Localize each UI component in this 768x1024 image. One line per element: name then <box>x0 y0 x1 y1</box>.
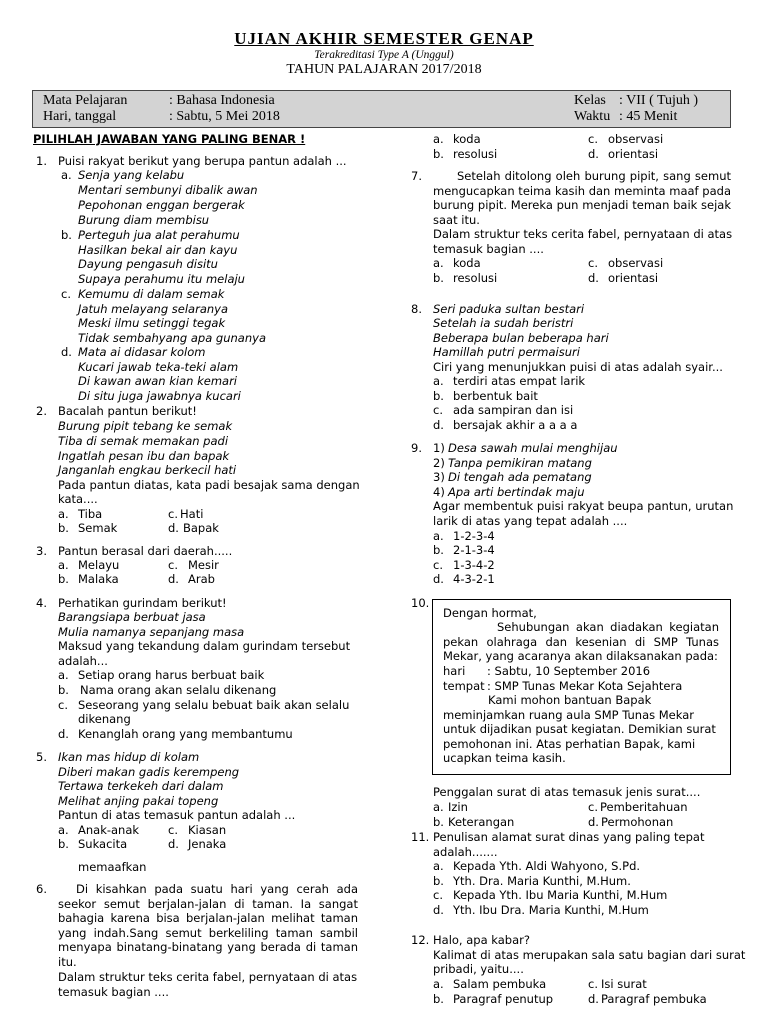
date-label: Hari, tanggal <box>43 109 117 124</box>
option-text: Setiap orang harus berbuat baik <box>78 668 265 682</box>
question-number: 6. <box>36 882 47 896</box>
option-letter: a. <box>61 168 72 182</box>
option-text: koda <box>453 132 481 146</box>
option-text: Hati <box>180 507 204 521</box>
option-text: Malaka <box>78 572 119 586</box>
option-letter: b. <box>433 815 444 829</box>
option-letter: a. <box>433 977 444 991</box>
option-text: Kepada Yth. Aldi Wahyono, S.Pd. <box>453 859 641 873</box>
question-intro: Bacalah pantun berikut! <box>58 404 197 418</box>
option-letter: d. <box>168 837 179 851</box>
question-stem: Halo, apa kabar? <box>433 933 530 947</box>
question-number: 9. <box>411 441 422 455</box>
letter-line: ucapkan teima kasih. <box>443 751 566 765</box>
option-text: Jenaka <box>188 837 227 851</box>
letter-paragraph <box>443 620 719 664</box>
question-number: 7. <box>411 169 422 183</box>
poem-line: Barangsiapa berbuat jasa <box>58 610 206 624</box>
option-letter: a. <box>58 823 69 837</box>
question-stem: Dalam struktur teks cerita fabel, pernyataan di atas <box>433 227 733 241</box>
option-text: Yth. Ibu Dra. Maria Kunthi, M.Hum <box>453 903 649 917</box>
poem-line: Diberi makan gadis kerempeng <box>58 765 240 779</box>
letter-greeting: Dengan hormat, <box>443 606 537 620</box>
option-text: orientasi <box>608 271 659 285</box>
question-intro: Perhatikan gurindam berikut! <box>58 596 227 610</box>
question-stem: adalah....... <box>433 845 498 859</box>
poem-line: Hamillah putri permaisuri <box>433 345 580 359</box>
question-stem: Pantun berasal dari daerah..... <box>58 544 233 558</box>
class-label: Kelas <box>574 93 606 108</box>
option-text: Arab <box>188 572 215 586</box>
option-text: Di kawan awan kian kemari <box>78 374 238 388</box>
option-text: Perteguh jua alat perahumu <box>78 228 240 242</box>
letter-place-value: : SMP Tunas Mekar Kota Sejahtera <box>487 679 683 693</box>
poem-line: Melihat anjing pakai topeng <box>58 794 219 808</box>
option-letter: a. <box>58 558 69 572</box>
option-letter: d. <box>168 521 179 535</box>
question-stem: Puisi rakyat berikut yang berupa pantun adalah ... <box>58 154 347 168</box>
question-stem: Kalimat di atas merupakan sala satu bagian dari surat <box>433 948 746 962</box>
option-text: 1-2-3-4 <box>453 529 495 543</box>
question-stem: Agar membentuk puisi rakyat beupa pantun, urutan <box>433 499 734 513</box>
question-stem: larik di atas yang tepat adalah .... <box>433 514 628 528</box>
option-text: Tiba <box>78 507 103 521</box>
question-stem: Penggalan surat di atas temasuk jenis surat.... <box>433 785 701 799</box>
option-text: Burung diam membisu <box>78 213 210 227</box>
option-text: Mata ai didasar kolom <box>78 345 206 359</box>
option-letter: c. <box>58 698 68 712</box>
question-stem: temasuk bagian .... <box>58 985 169 999</box>
option-text: Pepohonan enggan bergerak <box>78 198 245 212</box>
item-number: 1) <box>433 441 445 455</box>
question-stem: adalah... <box>58 654 108 668</box>
option-letter: c. <box>168 507 178 521</box>
option-letter: a. <box>433 800 444 814</box>
option-letter: c. <box>61 287 71 301</box>
item-number: 3) <box>433 470 445 484</box>
passage-line: menyapa binatang-binatang yang berada di taman <box>58 940 358 954</box>
passage-line: burung pipit. Mereka pun menjadi teman baik sejak <box>433 198 731 212</box>
letter-line: pekan olahraga dan kesenian di SMP Tunas <box>443 634 719 649</box>
option-letter: c. <box>588 132 598 146</box>
letter-line: pemohonan ini. Atas perhatian Bapak, kami <box>443 737 696 751</box>
passage-line: Di kisahkan pada suatu hari yang cerah ada <box>76 882 358 896</box>
option-letter: c. <box>433 888 443 902</box>
accreditation-subtitle: Terakreditasi Type A (Unggul) <box>314 49 454 61</box>
option-text: observasi <box>608 256 664 270</box>
option-letter: d. <box>588 271 599 285</box>
question-number: 12. <box>411 933 430 947</box>
option-text: Meski ilmu setinggi tegak <box>78 316 226 330</box>
passage-line: mengucapkan teima kasih dan meminta maaf pada <box>433 183 731 198</box>
exam-info-box <box>32 90 731 128</box>
extra-text: memaafkan <box>78 860 147 874</box>
item-number: 4) <box>433 485 445 499</box>
question-stem: pribadi, yaitu.... <box>433 962 524 976</box>
option-text: Kemumu di dalam semak <box>78 287 225 301</box>
option-text: Supaya perahumu itu melaju <box>78 272 245 286</box>
option-letter: c. <box>588 256 598 270</box>
option-letter: d. <box>168 572 179 586</box>
option-text: Isi surat <box>601 977 647 991</box>
passage-line: Setelah ditolong oleh burung pipit, sang semut <box>457 169 731 183</box>
option-text: Semak <box>78 521 118 535</box>
option-text: 2-1-3-4 <box>453 543 495 557</box>
passage-line: seekor semut berjalan-jalan di taman. Ia sangat <box>58 896 358 911</box>
subject-value: : Bahasa Indonesia <box>169 93 275 108</box>
passage-line: yang indah.Sang semut berkeliling taman sambil <box>58 925 358 940</box>
question-number: 10. <box>411 596 430 610</box>
option-letter: b. <box>433 271 444 285</box>
instruction: PILIHLAH JAWABAN YANG PALING BENAR ! <box>33 132 306 146</box>
letter-line: Sehubungan akan diadakan kegiatan <box>497 620 719 634</box>
question-number: 1. <box>36 154 47 168</box>
question-number: 2. <box>36 404 47 418</box>
option-text: koda <box>453 256 481 270</box>
option-text: orientasi <box>608 147 659 161</box>
letter-day-value: : Sabtu, 10 September 2016 <box>487 664 651 678</box>
question-stem: temasuk bagian .... <box>433 242 544 256</box>
option-text: dikenang <box>78 712 131 726</box>
option-letter: d. <box>433 418 444 432</box>
option-text: Kucari jawab teka-teki alam <box>78 360 239 374</box>
item-text: Desa sawah mulai menghijau <box>448 441 618 455</box>
option-letter: a. <box>433 529 444 543</box>
option-letter: a. <box>58 507 69 521</box>
option-text: terdiri atas empat larik <box>453 374 586 388</box>
option-letter: b. <box>61 228 72 242</box>
option-text: 4-3-2-1 <box>453 572 495 586</box>
poem-line: Tiba di semak memakan padi <box>58 434 229 448</box>
question-stem: kata.... <box>58 492 98 506</box>
option-text: Kenanglah orang yang membantumu <box>78 727 293 741</box>
option-text: Di situ juga jawabnya kucari <box>78 389 241 403</box>
option-text: Senja yang kelabu <box>78 168 185 182</box>
poem-line: Tertawa terkekeh dari dalam <box>58 779 224 793</box>
subject-label: Mata Pelajaran <box>43 93 128 108</box>
option-letter: c. <box>433 558 443 572</box>
letter-line: untuk dijadikan pusat kegiatan. Demikian surat <box>443 722 716 736</box>
option-letter: a. <box>433 374 444 388</box>
option-text: Nama orang akan selalu dikenang <box>80 683 277 697</box>
option-letter: a. <box>58 668 69 682</box>
option-letter: b. <box>433 543 444 557</box>
letter-line: Mekar, yang acaranya akan dilaksanakan pada: <box>443 649 718 663</box>
question-passage <box>433 169 731 227</box>
question-stem: Maksud yang tekandung dalam gurindam tersebut <box>58 639 351 653</box>
option-text: Paragraf penutup <box>453 992 554 1006</box>
option-text: Jatuh melayang selaranya <box>78 302 229 316</box>
option-text: Pemberitahuan <box>600 800 688 814</box>
option-letter: d. <box>588 815 599 829</box>
option-text: Anak-anak <box>78 823 140 837</box>
option-letter: d. <box>588 992 599 1006</box>
question-number: 4. <box>36 596 47 610</box>
question-stem: Pada pantun diatas, kata padi besajak sama dengan <box>58 478 360 492</box>
question-stem: Penulisan alamat surat dinas yang paling tepat <box>433 830 705 844</box>
item-text: Tanpa pemikiran matang <box>448 456 592 470</box>
class-value: : VII ( Tujuh ) <box>619 93 699 108</box>
poem-line: Mulia namanya sepanjang masa <box>58 625 245 639</box>
option-letter: d. <box>433 572 444 586</box>
option-letter: d. <box>61 345 72 359</box>
passage-line: saat itu. <box>433 212 480 227</box>
date-value: : Sabtu, 5 Mei 2018 <box>169 109 280 124</box>
option-text: Yth. Dra. Maria Kunthi, M.Hum. <box>453 874 631 888</box>
poem-line: Ingatlah pesan ibu dan bapak <box>58 449 230 463</box>
item-text: Apa arti bertindak maju <box>448 485 585 499</box>
poem-line: Setelah ia sudah beristri <box>433 316 574 330</box>
option-text: Mentari sembunyi dibalik awan <box>78 183 258 197</box>
option-letter: d. <box>58 727 69 741</box>
option-letter: c. <box>168 558 178 572</box>
option-text: Kepada Yth. Ibu Maria Kunthi, M.Hum <box>453 888 668 902</box>
option-text: Hasilkan bekal air dan kayu <box>78 243 238 257</box>
question-stem: Ciri yang menunjukkan puisi di atas adalah syair... <box>433 360 723 374</box>
option-letter: a. <box>433 256 444 270</box>
option-letter: b. <box>58 521 69 535</box>
option-text: Sukacita <box>78 837 128 851</box>
letter-day-label: hari <box>443 664 466 678</box>
letter-place-label: tempat <box>443 679 485 693</box>
time-label: Waktu <box>574 109 611 124</box>
option-letter: b. <box>433 147 444 161</box>
poem-line: Burung pipit tebang ke semak <box>58 419 233 433</box>
option-text: bersajak akhir a a a a <box>453 418 578 432</box>
time-value: : 45 Menit <box>619 109 678 124</box>
option-text: 1-3-4-2 <box>453 558 495 572</box>
question-number: 3. <box>36 544 47 558</box>
option-letter: c. <box>168 823 178 837</box>
option-text: Izin <box>448 800 468 814</box>
option-letter: b. <box>433 992 444 1006</box>
option-text: Tidak sembahyang apa gunanya <box>78 331 266 345</box>
poem-line: Ikan mas hidup di kolam <box>58 750 200 764</box>
option-text: berbentuk bait <box>453 389 538 403</box>
question-stem: Dalam struktur teks cerita fabel, pernyataan di atas <box>58 970 358 984</box>
question-number: 11. <box>411 830 430 844</box>
option-text: Salam pembuka <box>453 977 547 991</box>
option-letter: d. <box>433 903 444 917</box>
option-letter: c. <box>588 977 598 991</box>
option-letter: d. <box>588 147 599 161</box>
option-letter: b. <box>58 683 69 697</box>
option-text: observasi <box>608 132 664 146</box>
question-number: 8. <box>411 302 422 316</box>
option-text: Paragraf pembuka <box>601 992 707 1006</box>
option-letter: c. <box>588 800 598 814</box>
option-text: Kiasan <box>188 823 227 837</box>
poem-line: Janganlah engkau berkecil hati <box>58 463 237 477</box>
letter-line: Kami mohon bantuan Bapak <box>488 693 652 707</box>
exam-title: UJIAN AKHIR SEMESTER GENAP <box>234 29 534 48</box>
item-number: 2) <box>433 456 445 470</box>
option-text: Mesir <box>188 558 219 572</box>
option-letter: c. <box>433 403 443 417</box>
option-text: Seseorang yang selalu bebuat baik akan selalu <box>78 698 350 712</box>
question-number: 5. <box>36 750 47 764</box>
option-letter: b. <box>58 837 69 851</box>
item-text: Di tengah ada pematang <box>448 470 592 484</box>
letter-line: meminjamkan ruang aula SMP Tunas Mekar <box>443 708 694 722</box>
passage-line: itu. <box>58 954 77 969</box>
question-passage <box>58 882 358 969</box>
passage-line: bahagia karena bisa berjalan-jalan melihat taman <box>58 911 358 925</box>
option-text: Permohonan <box>601 815 674 829</box>
option-letter: b. <box>58 572 69 586</box>
question-stem: Pantun di atas temasuk pantun adalah ... <box>58 808 296 822</box>
option-letter: b. <box>433 389 444 403</box>
academic-year: TAHUN PALAJARAN 2017/2018 <box>286 62 482 77</box>
option-text: resolusi <box>453 147 498 161</box>
poem-line: Seri paduka sultan bestari <box>433 302 585 316</box>
poem-line: Beberapa bulan beberapa hari <box>433 331 609 345</box>
option-letter: a. <box>433 132 444 146</box>
option-letter: b. <box>433 874 444 888</box>
option-text: ada sampiran dan isi <box>453 403 574 417</box>
option-text: Bapak <box>183 521 219 535</box>
option-text: Keterangan <box>448 815 515 829</box>
option-text: Melayu <box>78 558 120 572</box>
option-text: resolusi <box>453 271 498 285</box>
letter-excerpt-box <box>432 599 731 775</box>
option-letter: a. <box>433 859 444 873</box>
option-text: Dayung pengasuh disitu <box>78 257 218 271</box>
